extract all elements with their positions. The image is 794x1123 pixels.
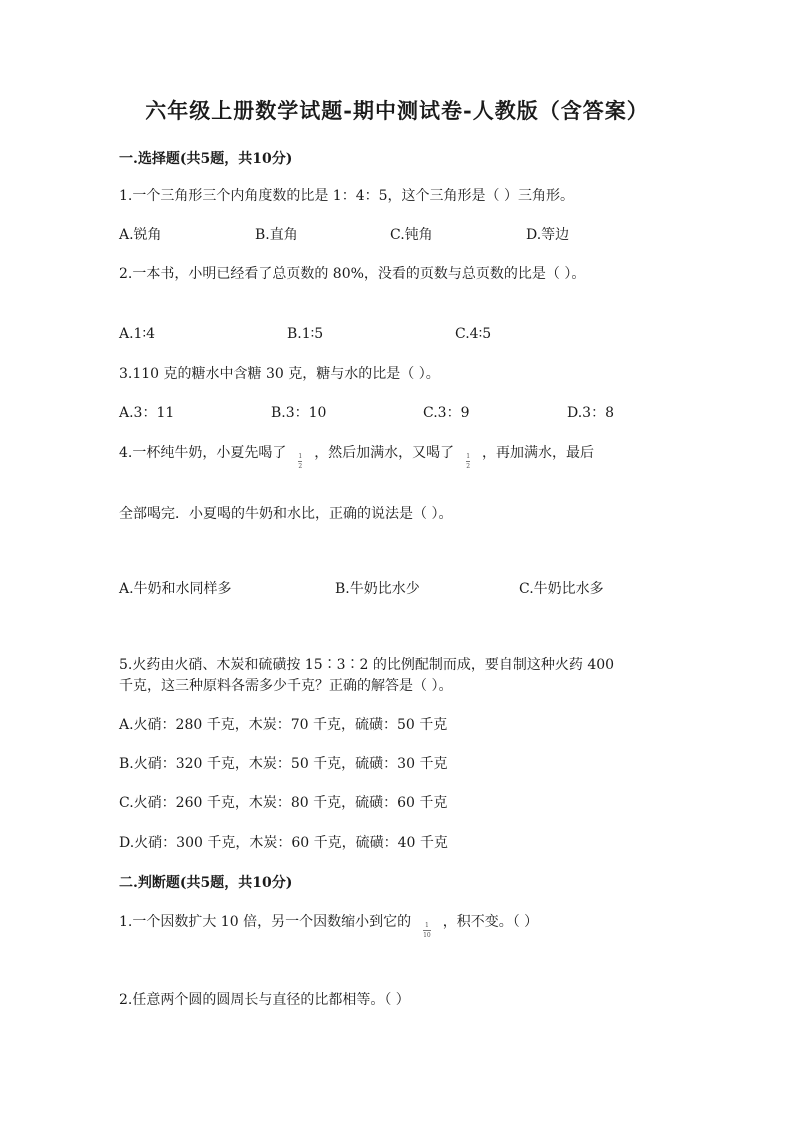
q1-option-d: D.等边 bbox=[526, 227, 570, 243]
q5-option-b: B.火硝：320 千克，木炭：50 千克，硫磺：30 千克 bbox=[119, 756, 448, 772]
q3-option-c: C.3：9 bbox=[423, 405, 470, 421]
question-5-line-2: 千克，这三种原料各需多少千克？正确的解答是（ ）。 bbox=[119, 678, 453, 694]
q1-option-a: A.锐角 bbox=[119, 227, 162, 243]
q4-option-c: C.牛奶比水多 bbox=[519, 581, 604, 597]
section-heading-judgement: 二.判断题(共5题，共10分) bbox=[119, 875, 293, 891]
q1-option-c: C.钝角 bbox=[390, 227, 433, 243]
j1-text-part-1: 1.一个因数扩大 10 倍，另一个因数缩小到它的 bbox=[119, 914, 412, 930]
question-5-line-1: 5.火药由火硝、木炭和硫磺按 15∶3∶2 的比例配制而成，要自制这种火药 400 bbox=[119, 657, 615, 673]
q4-option-b: B.牛奶比水少 bbox=[335, 581, 420, 597]
q1-option-b: B.直角 bbox=[255, 227, 298, 243]
fraction-bar bbox=[298, 461, 302, 462]
q4-text-part-3: ，再加满水，最后 bbox=[482, 445, 595, 461]
q3-option-a: A.3：11 bbox=[119, 405, 175, 421]
page-title: 六年级上册数学试题-期中测试卷-人教版（含答案） bbox=[145, 98, 649, 123]
q4-fraction-1-numerator: 1 bbox=[298, 452, 303, 460]
q4-text-part-2: ，然后加满水，又喝了 bbox=[314, 445, 455, 461]
fraction-bar bbox=[466, 461, 470, 462]
q4-fraction-2 bbox=[466, 453, 470, 470]
q4-option-a: A.牛奶和水同样多 bbox=[119, 581, 232, 597]
question-3: 3.110 克的糖水中含糖 30 克，糖与水的比是（ ）。 bbox=[119, 366, 440, 382]
q4-fraction-1 bbox=[298, 453, 302, 470]
q2-option-c: C.4∶5 bbox=[455, 326, 492, 342]
question-2: 2.一本书，小明已经看了总页数的 80%，没看的页数与总页数的比是（ ）。 bbox=[119, 266, 586, 282]
j1-text-part-2: ，积不变。（ ） bbox=[442, 914, 539, 930]
q5-option-d: D.火硝：300 千克，木炭：60 千克，硫磺：40 千克 bbox=[119, 835, 448, 851]
question-1: 1.一个三角形三个内角度数的比是 1：4：5，这个三角形是（ ）三角形。 bbox=[119, 188, 574, 204]
q4-fraction-2-denominator: 2 bbox=[466, 462, 471, 470]
j1-fraction bbox=[423, 922, 431, 939]
q5-option-c: C.火硝：260 千克，木炭：80 千克，硫磺：60 千克 bbox=[119, 795, 448, 811]
q2-option-a: A.1∶4 bbox=[119, 326, 156, 342]
j1-fraction-denominator: 10 bbox=[423, 931, 431, 939]
q4-text-part-1: 4.一杯纯牛奶，小夏先喝了 bbox=[119, 445, 287, 461]
question-4-line-1 bbox=[119, 442, 595, 470]
fraction-bar bbox=[423, 930, 431, 931]
question-4-line-2: 全部喝完．小夏喝的牛奶和水比，正确的说法是（ ）。 bbox=[119, 506, 453, 522]
q2-option-b: B.1∶5 bbox=[287, 326, 324, 342]
j1-fraction-numerator: 1 bbox=[424, 921, 429, 929]
q5-option-a: A.火硝：280 千克，木炭：70 千克，硫磺：50 千克 bbox=[119, 717, 448, 733]
q4-fraction-1-denominator: 2 bbox=[298, 462, 303, 470]
judgement-1 bbox=[119, 911, 539, 939]
section-heading-choice: 一.选择题(共5题，共10分) bbox=[119, 151, 293, 167]
q3-option-d: D.3：8 bbox=[567, 405, 614, 421]
q3-option-b: B.3：10 bbox=[271, 405, 327, 421]
judgement-2: 2.任意两个圆的圆周长与直径的比都相等。（ ） bbox=[119, 992, 410, 1008]
q4-fraction-2-numerator: 1 bbox=[466, 452, 471, 460]
